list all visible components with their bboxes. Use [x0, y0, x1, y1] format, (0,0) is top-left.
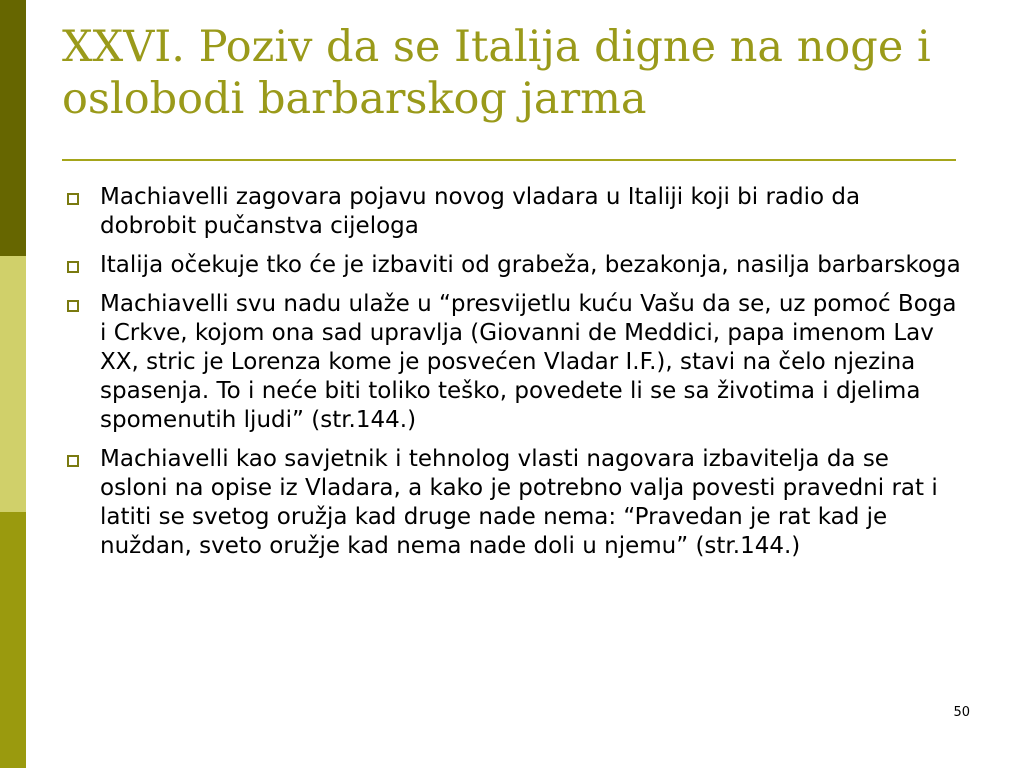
hollow-square-bullet-icon — [67, 261, 79, 273]
side-bar-top-segment — [0, 0, 26, 256]
hollow-square-bullet-icon — [67, 300, 79, 312]
bullet-text: Machiavelli kao savjetnik i tehnolog vlasti nagovara izbavitelja da se osloni na opise iz Vladara, a kako je potrebno valja povesti pravedni rat i latiti se svetog oružja kad druge nade nema: “Pravedan je rat kad je nuždan, sveto oružje kad nema nade doli u njemu” (str.144.) — [100, 446, 938, 559]
bullet-text: Machiavelli zagovara pojavu novog vladara u Italiji koji bi radio da dobrobit pučanstva cijeloga — [100, 184, 861, 239]
bullet-list — [62, 183, 962, 571]
page-number: 50 — [953, 705, 970, 720]
bullet-item — [62, 183, 962, 241]
side-bar-middle-segment — [0, 256, 26, 512]
side-bar-bottom-segment — [0, 512, 26, 768]
hollow-square-bullet-icon — [67, 455, 79, 467]
bullet-text: Italija očekuje tko će je izbaviti od grabeža, bezakonja, nasilja barbarskoga — [100, 252, 961, 278]
hollow-square-bullet-icon — [67, 193, 79, 205]
slide-title: XXVI. Poziv da se Italija digne na noge i oslobodi barbarskog jarma — [62, 22, 931, 124]
bullet-item — [62, 251, 962, 280]
bullet-item — [62, 445, 962, 561]
bullet-item — [62, 290, 962, 435]
bullet-text: Machiavelli svu nadu ulaže u “presvijetlu kuću Vašu da se, uz pomoć Boga i Crkve, kojom ona sad upravlja (Giovanni de Meddici, papa imenom Lav XX, stric je Lorenza kome je posvećen Vladar I.F.), stavi na čelo njezina spasenja. To i neće biti toliko teško, povedete li se sa životima i djelima spomenutih ljudi” (str.144.) — [100, 291, 957, 433]
title-underline — [62, 159, 956, 161]
